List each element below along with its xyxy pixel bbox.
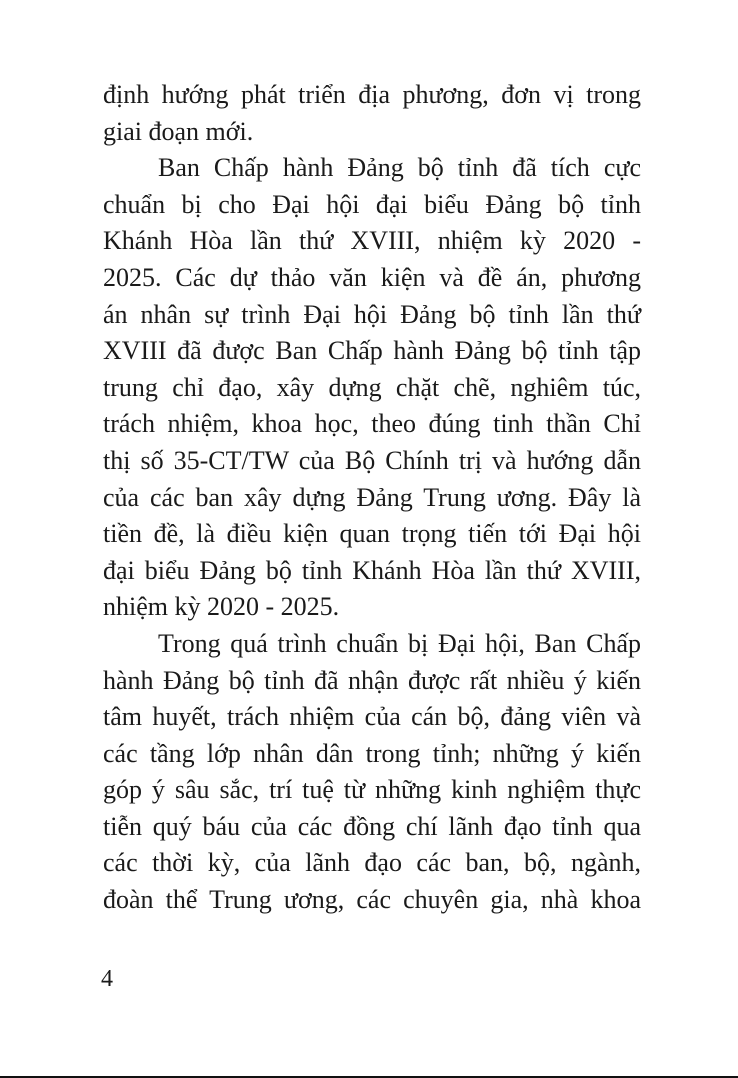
paragraph [103, 77, 641, 150]
text-line: XVIII đã được Ban Chấp hành Đảng bộ tỉnh tập [103, 336, 641, 366]
paragraph [103, 626, 641, 919]
text-line: Khánh Hòa lần thứ XVIII, nhiệm kỳ 2020 - [103, 226, 641, 256]
text-line: đại biểu Đảng bộ tỉnh Khánh Hòa lần thứ XVIII, [103, 555, 641, 585]
text-line: tiễn quý báu của các đồng chí lãnh đạo tỉnh qua [103, 811, 641, 841]
text-line: Trong quá trình chuẩn bị Đại hội, Ban Chấp [158, 628, 641, 658]
text-line: góp ý sâu sắc, trí tuệ từ những kinh nghiệm thực [103, 775, 641, 805]
paragraph [103, 150, 641, 626]
text-line: đoàn thể Trung ương, các chuyên gia, nhà khoa [103, 885, 641, 915]
text-line: tiền đề, là điều kiện quan trọng tiến tới Đại hội [103, 519, 641, 549]
text-line: thị số 35-CT/TW của Bộ Chính trị và hướng dẫn [103, 445, 641, 475]
text-line: án nhân sự trình Đại hội Đảng bộ tỉnh lần thứ [103, 299, 641, 329]
text-line: của các ban xây dựng Đảng Trung ương. Đây là [103, 482, 641, 512]
text-line: định hướng phát triển địa phương, đơn vị trong [103, 80, 641, 109]
text-line: chuẩn bị cho Đại hội đại biểu Đảng bộ tỉnh [103, 189, 641, 219]
text-line: các thời kỳ, của lãnh đạo các ban, bộ, ngành, [103, 848, 641, 878]
text-line: 2025. Các dự thảo văn kiện và đề án, phương [103, 262, 641, 292]
text-line: Ban Chấp hành Đảng bộ tỉnh đã tích cực [158, 153, 641, 183]
text-line: các tầng lớp nhân dân trong tỉnh; những ý kiến [103, 738, 641, 768]
text-line: nhiệm kỳ 2020 - 2025. [103, 592, 340, 622]
text-line: trách nhiệm, khoa học, theo đúng tinh thần Chỉ [103, 409, 641, 439]
text-line: hành Đảng bộ tỉnh đã nhận được rất nhiều ý kiến [103, 665, 641, 695]
text-line: tâm huyết, trách nhiệm của cán bộ, đảng viên và [103, 702, 641, 732]
page-number: 4 [101, 966, 113, 992]
document-body [103, 77, 641, 919]
text-line: trung chỉ đạo, xây dựng chặt chẽ, nghiêm túc, [103, 372, 641, 402]
text-line: giai đoạn mới. [103, 116, 254, 146]
